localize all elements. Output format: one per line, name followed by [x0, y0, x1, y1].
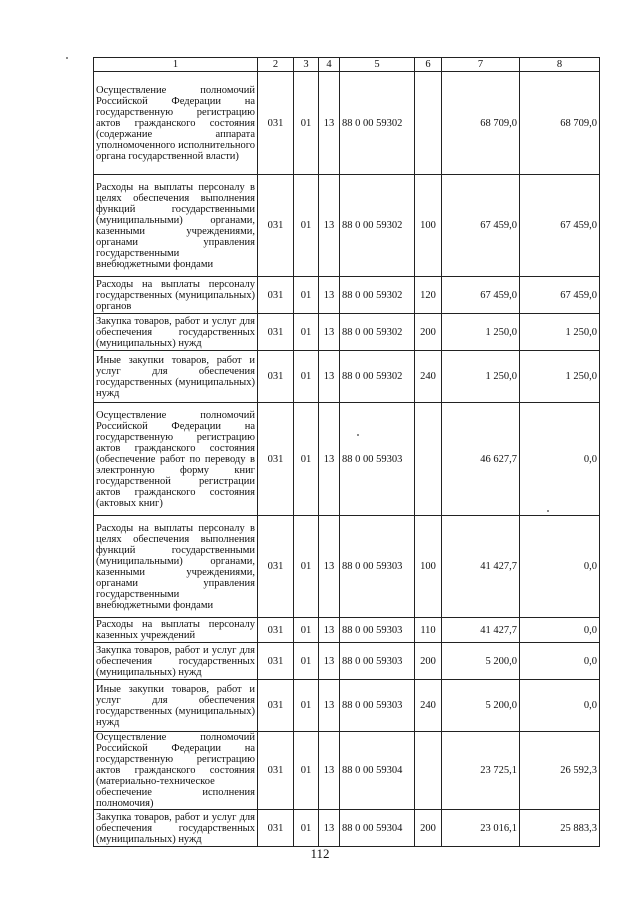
scan-speck [357, 434, 359, 436]
table-cell: 0,0 [520, 680, 600, 732]
table-cell: 13 [319, 810, 340, 847]
table-cell: 0,0 [520, 643, 600, 680]
table-cell: Иные закупки товаров, работ и услуг для обеспечения государственных (муниципальных) нужд [94, 680, 258, 732]
table-cell: 120 [415, 277, 442, 314]
table-cell: Осуществление полномочий Российской Федерации на государственную регистрацию актов гражданского состояния (материально-техническое обеспечение исполнения полномочия) [94, 732, 258, 810]
table-cell: 88 0 00 59302 [340, 314, 415, 351]
table-cell: 88 0 00 59302 [340, 175, 415, 277]
table-row [94, 314, 600, 351]
table-cell: 13 [319, 403, 340, 516]
table-cell: 031 [258, 277, 294, 314]
table-cell: 13 [319, 72, 340, 175]
table-cell: 01 [294, 72, 319, 175]
table-cell: 5 200,0 [442, 680, 520, 732]
table-cell: 46 627,7 [442, 403, 520, 516]
table-cell: 41 427,7 [442, 618, 520, 643]
table-cell: 13 [319, 351, 340, 403]
table-cell: 100 [415, 516, 442, 618]
table-cell: 01 [294, 618, 319, 643]
budget-table [93, 57, 600, 847]
table-cell: Осуществление полномочий Российской Федерации на государственную регистрацию актов гражданского состояния (содержание аппарата уполномоченного исполнительного органа государственной власти) [94, 72, 258, 175]
table-cell: 13 [319, 314, 340, 351]
table-cell: 031 [258, 72, 294, 175]
table-cell: 031 [258, 810, 294, 847]
table-cell: 88 0 00 59303 [340, 403, 415, 516]
table-cell: 23 725,1 [442, 732, 520, 810]
table-cell: Расходы на выплаты персоналу казенных учреждений [94, 618, 258, 643]
table-cell: 13 [319, 643, 340, 680]
table-cell: 1 250,0 [520, 314, 600, 351]
table-cell: 67 459,0 [442, 277, 520, 314]
table-cell: 01 [294, 680, 319, 732]
table-cell: 88 0 00 59304 [340, 810, 415, 847]
table-row [94, 810, 600, 847]
table-cell: 13 [319, 175, 340, 277]
table-cell: 88 0 00 59302 [340, 277, 415, 314]
table-row [94, 618, 600, 643]
table-cell: 41 427,7 [442, 516, 520, 618]
table-row [94, 351, 600, 403]
table-cell: 88 0 00 59302 [340, 72, 415, 175]
column-header: 2 [258, 58, 294, 72]
table-row [94, 732, 600, 810]
table-cell: 25 883,3 [520, 810, 600, 847]
column-header: 4 [319, 58, 340, 72]
table-cell: 01 [294, 643, 319, 680]
table-cell: 01 [294, 403, 319, 516]
table-cell: 0,0 [520, 516, 600, 618]
table-cell [415, 732, 442, 810]
page-number: 112 [310, 846, 330, 861]
table-cell: 01 [294, 314, 319, 351]
table-cell: Закупка товаров, работ и услуг для обеспечения государственных (муниципальных) нужд [94, 643, 258, 680]
table-cell: Расходы на выплаты персоналу в целях обеспечения выполнения функций государственными (муниципальными) органами, казенными учреждениями, органами управления государственными внебюджетными фондами [94, 516, 258, 618]
column-header: 5 [340, 58, 415, 72]
table-cell: 26 592,3 [520, 732, 600, 810]
table-cell: 01 [294, 516, 319, 618]
table-cell: 13 [319, 618, 340, 643]
table-cell: 031 [258, 732, 294, 810]
table-cell: 0,0 [520, 403, 600, 516]
table-cell: 01 [294, 351, 319, 403]
table-row [94, 72, 600, 175]
table-row [94, 403, 600, 516]
table-row [94, 516, 600, 618]
column-header: 6 [415, 58, 442, 72]
table-cell: 01 [294, 175, 319, 277]
table-cell: 031 [258, 643, 294, 680]
table-cell [415, 72, 442, 175]
table-cell: 13 [319, 516, 340, 618]
table-cell: 0,0 [520, 618, 600, 643]
table-cell: 031 [258, 618, 294, 643]
table-header-row [94, 58, 600, 72]
table-cell: Расходы на выплаты персоналу в целях обеспечения выполнения функций государственными (муниципальными) органами, казенными учреждениями, органами управления государственными внебюджетными фондами [94, 175, 258, 277]
scan-speck [66, 57, 68, 59]
table-cell: Осуществление полномочий Российской Федерации на государственную регистрацию актов гражданского состояния (обеспечение работ по переводу в электронную форму книг государственной регистрации актов гражданского состояния (актовых книг) [94, 403, 258, 516]
table-cell: 23 016,1 [442, 810, 520, 847]
column-header: 8 [520, 58, 600, 72]
table-cell: 68 709,0 [520, 72, 600, 175]
table-cell: 13 [319, 732, 340, 810]
table-cell: 88 0 00 59303 [340, 680, 415, 732]
table-cell: Закупка товаров, работ и услуг для обеспечения государственных (муниципальных) нужд [94, 314, 258, 351]
table-cell: 200 [415, 643, 442, 680]
table-cell: 031 [258, 680, 294, 732]
table-cell: 88 0 00 59303 [340, 516, 415, 618]
table-cell: 67 459,0 [520, 277, 600, 314]
table-cell: 67 459,0 [520, 175, 600, 277]
table-cell: 031 [258, 351, 294, 403]
table-cell: 1 250,0 [442, 314, 520, 351]
table-cell: 01 [294, 810, 319, 847]
table-row [94, 680, 600, 732]
table-cell: 031 [258, 314, 294, 351]
table-cell: 13 [319, 680, 340, 732]
table-cell: 1 250,0 [442, 351, 520, 403]
table-cell: 031 [258, 516, 294, 618]
table-cell: 031 [258, 175, 294, 277]
table-row [94, 643, 600, 680]
table-cell: 88 0 00 59303 [340, 618, 415, 643]
table-cell: 01 [294, 277, 319, 314]
table-cell: 031 [258, 403, 294, 516]
table-cell: 13 [319, 277, 340, 314]
table-cell: 68 709,0 [442, 72, 520, 175]
table-cell: Иные закупки товаров, работ и услуг для обеспечения государственных (муниципальных) нужд [94, 351, 258, 403]
column-header: 7 [442, 58, 520, 72]
table-row [94, 277, 600, 314]
table-cell: 200 [415, 314, 442, 351]
table-cell: Закупка товаров, работ и услуг для обеспечения государственных (муниципальных) нужд [94, 810, 258, 847]
table-cell: 1 250,0 [520, 351, 600, 403]
table-cell: 5 200,0 [442, 643, 520, 680]
table-cell [415, 403, 442, 516]
table-cell: 110 [415, 618, 442, 643]
column-header: 3 [294, 58, 319, 72]
column-header: 1 [94, 58, 258, 72]
table-cell: 100 [415, 175, 442, 277]
scan-speck [547, 510, 549, 512]
table-cell: 240 [415, 351, 442, 403]
table-cell: 88 0 00 59303 [340, 643, 415, 680]
table-cell: Расходы на выплаты персоналу государственных (муниципальных) органов [94, 277, 258, 314]
table-cell: 240 [415, 680, 442, 732]
table-cell: 88 0 00 59304 [340, 732, 415, 810]
table-cell: 200 [415, 810, 442, 847]
table-cell: 67 459,0 [442, 175, 520, 277]
table-cell: 01 [294, 732, 319, 810]
table-row [94, 175, 600, 277]
table-cell: 88 0 00 59302 [340, 351, 415, 403]
